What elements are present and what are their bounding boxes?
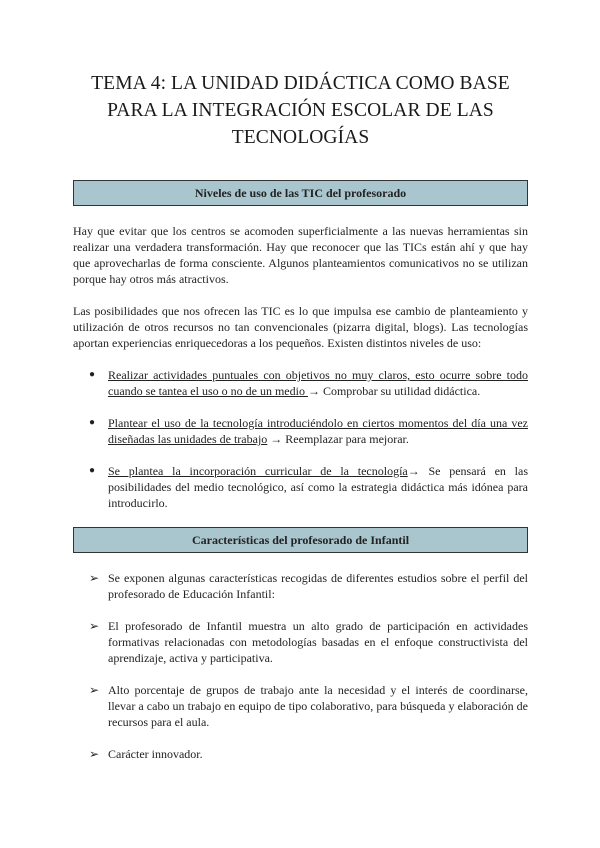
- list-item-text: El profesorado de Infantil muestra un alto grado de participación en actividades formativas relacionadas con metodologías basadas en el enfoque constructivista del aprendizaje, activa y participativa.: [108, 619, 528, 665]
- bullet-dot-icon: ●: [89, 369, 96, 380]
- arrow-bullet-icon: ➢: [89, 747, 100, 761]
- bullet-dot-icon: ●: [89, 417, 96, 428]
- list-item: [73, 618, 528, 666]
- arrow-bullet-icon: ➢: [89, 619, 100, 633]
- list-item-underlined: Se plantea la incorporación curricular de la tecnología: [108, 464, 408, 478]
- section-header-caracteristicas: Características del profesorado de Infantil: [73, 527, 528, 553]
- bullet-dot-icon: ●: [89, 465, 96, 476]
- list-item: [73, 682, 528, 730]
- list-item-underlined: Plantear el uso de la tecnología introduciéndolo en ciertos momentos del día una vez diseñadas las unidades de trabajo: [108, 416, 528, 446]
- list-item: [73, 463, 528, 511]
- list-item-text: Alto porcentaje de grupos de trabajo ante la necesidad y el interés de coordinarse, llevar a cabo un trabajo en equipo de tipo colaborativo, para búsqueda y elaboración de recursos para el aula.: [108, 683, 528, 729]
- list-item-rest: → Se pensará en las posibilidades del medio tecnológico, así como la estrategia didáctica más idónea para introducirlo.: [108, 464, 528, 510]
- list-item-text: Carácter innovador.: [108, 747, 203, 761]
- arrow-bullet-icon: ➢: [89, 571, 100, 585]
- list-item-underlined: Realizar actividades puntuales con objetivos no muy claros, esto ocurre sobre todo cuando se tantea el uso o no de un medio: [108, 368, 528, 398]
- paragraph-intro: Hay que evitar que los centros se acomoden superficialmente a las nuevas herramientas sin realizar una verdadera transformación. Hay que reconocer que las TICs están ahí y que hay que aprovecharlas de forma consciente. Algunos planteamientos comunicativos no se utilizan porque hay otros más atractivos.: [73, 224, 528, 286]
- document-title: TEMA 4: LA UNIDAD DIDÁCTICA COMO BASE PARA LA INTEGRACIÓN ESCOLAR DE LAS TECNOLOGÍAS: [91, 73, 510, 148]
- characteristics-arrow-list: [73, 570, 528, 762]
- list-item: [73, 570, 528, 602]
- list-item: [73, 367, 528, 399]
- paragraph-posibilidades: Las posibilidades que nos ofrecen las TIC es lo que impulsa ese cambio de planteamiento y utilización de otros recursos no tan convencionales (pizarra digital, blogs). Las tecnologías aportan experiencias enriquecedoras a los pequeños. Existen distintos niveles de uso:: [73, 304, 528, 350]
- list-item-text: Se exponen algunas características recogidas de diferentes estudios sobre el perfil del profesorado de Educación Infantil:: [108, 571, 528, 601]
- list-item-rest: → Comprobar su utilidad didáctica.: [307, 384, 481, 398]
- list-item-rest: → Reemplazar para mejorar.: [267, 432, 409, 446]
- list-item: [73, 415, 528, 447]
- document-page: [73, 70, 528, 762]
- arrow-bullet-icon: ➢: [89, 683, 100, 697]
- section-header-niveles-uso: Niveles de uso de las TIC del profesorado: [73, 180, 528, 206]
- levels-bullet-list: [73, 367, 528, 511]
- list-item: [73, 746, 528, 762]
